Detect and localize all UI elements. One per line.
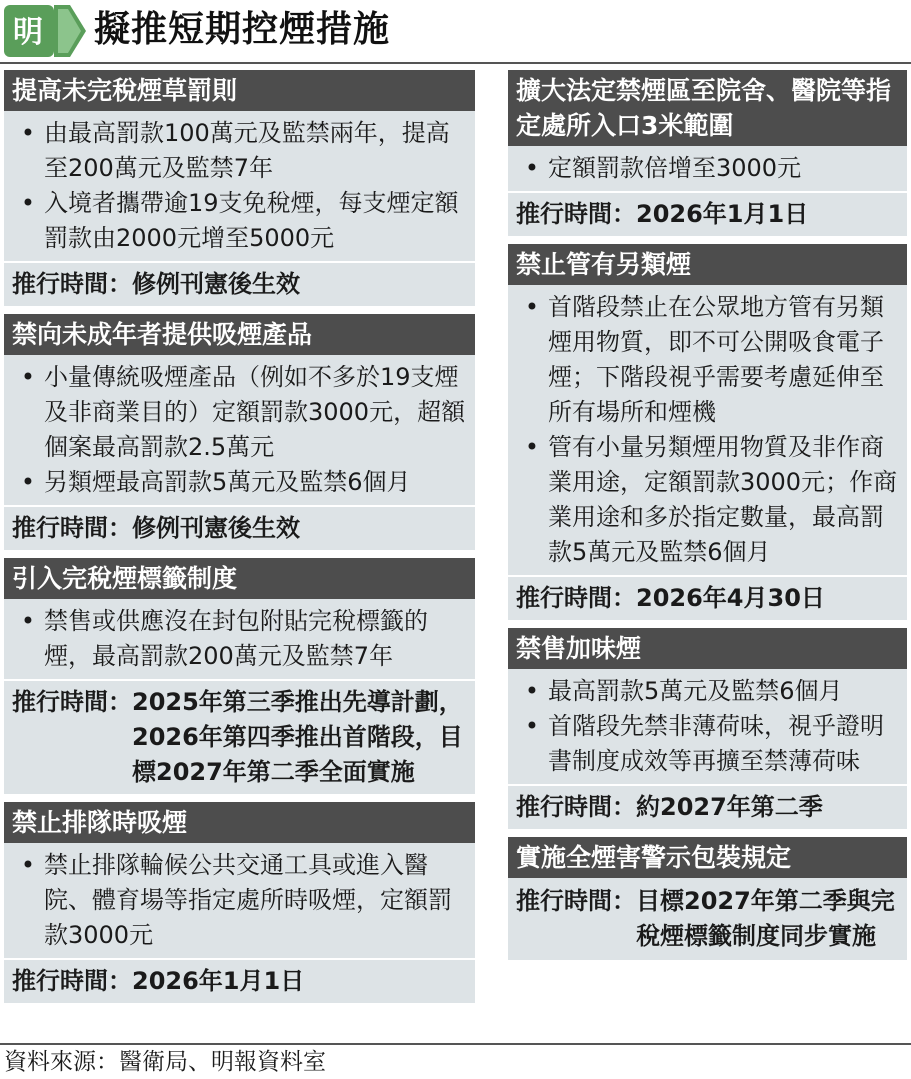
implementation-time-label: 推行時間： bbox=[12, 514, 132, 542]
implementation-time-value: 目標2027年第二季與完稅煙標籤制度同步實施 bbox=[636, 887, 895, 950]
section-title: 禁售加味煙 bbox=[508, 628, 907, 669]
section-title: 引入完稅煙標籤制度 bbox=[4, 558, 475, 599]
bullet-item bbox=[516, 290, 899, 430]
implementation-time bbox=[4, 505, 475, 550]
bullet-dot-icon: • bbox=[524, 433, 540, 461]
implementation-time bbox=[4, 679, 475, 794]
section-body bbox=[508, 146, 907, 191]
implementation-time-label: 推行時間： bbox=[12, 967, 132, 995]
measure-section bbox=[4, 558, 475, 794]
implementation-time bbox=[508, 784, 907, 829]
bullet-item bbox=[12, 360, 467, 465]
section-title: 提高未完稅煙草罰則 bbox=[4, 70, 475, 111]
bullet-text: 首階段先禁非薄荷味，視乎證明書制度成效等再擴至禁薄荷味 bbox=[548, 712, 884, 775]
source-note: 資料來源：醫衛局、明報資料室 bbox=[4, 1049, 326, 1075]
bullet-item bbox=[516, 674, 899, 709]
bullet-item bbox=[12, 465, 467, 500]
left-column bbox=[4, 70, 475, 1011]
implementation-time-value: 修例刊憲後生效 bbox=[132, 514, 300, 542]
measure-section bbox=[508, 628, 907, 829]
right-column bbox=[508, 70, 907, 968]
bullet-item bbox=[516, 709, 899, 779]
bullet-dot-icon: • bbox=[524, 712, 540, 740]
section-body bbox=[508, 669, 907, 784]
source-divider bbox=[0, 1043, 911, 1045]
implementation-time-value: 2026年4月30日 bbox=[636, 584, 825, 612]
bullet-item bbox=[516, 430, 899, 570]
section-body bbox=[4, 599, 475, 679]
implementation-time-value: 2025年第三季推出先導計劃，2026年第四季推出首階段，目標2027年第二季全面實施 bbox=[132, 688, 463, 786]
implementation-time bbox=[508, 575, 907, 620]
bullet-dot-icon: • bbox=[20, 189, 36, 217]
section-title: 禁止管有另類煙 bbox=[508, 244, 907, 285]
bullet-text: 定額罰款倍增至3000元 bbox=[548, 154, 802, 182]
bullet-dot-icon: • bbox=[524, 677, 540, 705]
section-body bbox=[4, 355, 475, 505]
bullet-text: 由最高罰款100萬元及監禁兩年，提高至200萬元及監禁7年 bbox=[44, 119, 450, 182]
bullet-dot-icon: • bbox=[524, 293, 540, 321]
bullet-dot-icon: • bbox=[524, 154, 540, 182]
bullet-text: 最高罰款5萬元及監禁6個月 bbox=[548, 677, 843, 705]
section-body bbox=[508, 285, 907, 575]
bullet-text: 小量傳統吸煙產品（例如不多於19支煙及非商業目的）定額罰款3000元，超額個案最高罰款2.5萬元 bbox=[44, 363, 466, 461]
bullet-item bbox=[516, 151, 899, 186]
bullet-dot-icon: • bbox=[20, 607, 36, 635]
mingpao-logo-icon bbox=[4, 5, 86, 57]
section-title: 禁止排隊時吸煙 bbox=[4, 802, 475, 843]
implementation-time-label: 推行時間： bbox=[12, 270, 132, 298]
bullet-dot-icon: • bbox=[20, 363, 36, 391]
section-title: 禁向未成年者提供吸煙產品 bbox=[4, 314, 475, 355]
implementation-time bbox=[508, 191, 907, 236]
implementation-time-value: 約2027年第二季 bbox=[636, 793, 823, 821]
section-title: 實施全煙害警示包裝規定 bbox=[508, 837, 907, 878]
page-header bbox=[0, 0, 911, 62]
implementation-time-label: 推行時間： bbox=[516, 793, 636, 821]
bullet-item bbox=[12, 848, 467, 953]
measure-section bbox=[4, 70, 475, 306]
implementation-time-value: 2026年1月1日 bbox=[636, 200, 809, 228]
implementation-time-label: 推行時間： bbox=[12, 688, 132, 716]
implementation-time-value: 2026年1月1日 bbox=[132, 967, 305, 995]
section-body bbox=[4, 111, 475, 261]
section-title: 擴大法定禁煙區至院舍、醫院等指定處所入口3米範圍 bbox=[508, 70, 907, 146]
section-body bbox=[4, 843, 475, 958]
page-title: 擬推短期控煙措施 bbox=[94, 9, 391, 50]
bullet-item bbox=[12, 186, 467, 256]
bullet-dot-icon: • bbox=[20, 119, 36, 147]
bullet-text: 首階段禁止在公眾地方管有另類煙用物質，即不可公開吸食電子煙；下階段視乎需要考慮延伸至所有場所和煙機 bbox=[548, 293, 884, 426]
measure-section bbox=[508, 70, 907, 236]
implementation-time bbox=[4, 958, 475, 1003]
bullet-text: 管有小量另類煙用物質及非作商業用途，定額罰款3000元；作商業用途和多於指定數量，最高罰款5萬元及監禁6個月 bbox=[548, 433, 898, 566]
implementation-time-value: 修例刊憲後生效 bbox=[132, 270, 300, 298]
header-divider bbox=[0, 62, 911, 64]
implementation-time-label: 推行時間： bbox=[516, 200, 636, 228]
measure-section bbox=[508, 837, 907, 960]
measure-section bbox=[4, 314, 475, 550]
implementation-time bbox=[4, 261, 475, 306]
bullet-dot-icon: • bbox=[20, 468, 36, 496]
bullet-text: 入境者攜帶逾19支免稅煙，每支煙定額罰款由2000元增至5000元 bbox=[44, 189, 459, 252]
implementation-time-label: 推行時間： bbox=[516, 584, 636, 612]
bullet-item bbox=[12, 116, 467, 186]
bullet-text: 禁止排隊輪候公共交通工具或進入醫院、體育場等指定處所時吸煙，定額罰款3000元 bbox=[44, 851, 452, 949]
bullet-text: 另類煙最高罰款5萬元及監禁6個月 bbox=[44, 468, 411, 496]
bullet-text: 禁售或供應沒在封包附貼完稅標籤的煙，最高罰款200萬元及監禁7年 bbox=[44, 607, 428, 670]
measure-section bbox=[4, 802, 475, 1003]
bullet-item bbox=[12, 604, 467, 674]
implementation-time bbox=[508, 878, 907, 960]
measure-section bbox=[508, 244, 907, 620]
implementation-time-label: 推行時間： bbox=[516, 887, 636, 915]
logo-text: 明 bbox=[13, 15, 43, 50]
bullet-dot-icon: • bbox=[20, 851, 36, 879]
